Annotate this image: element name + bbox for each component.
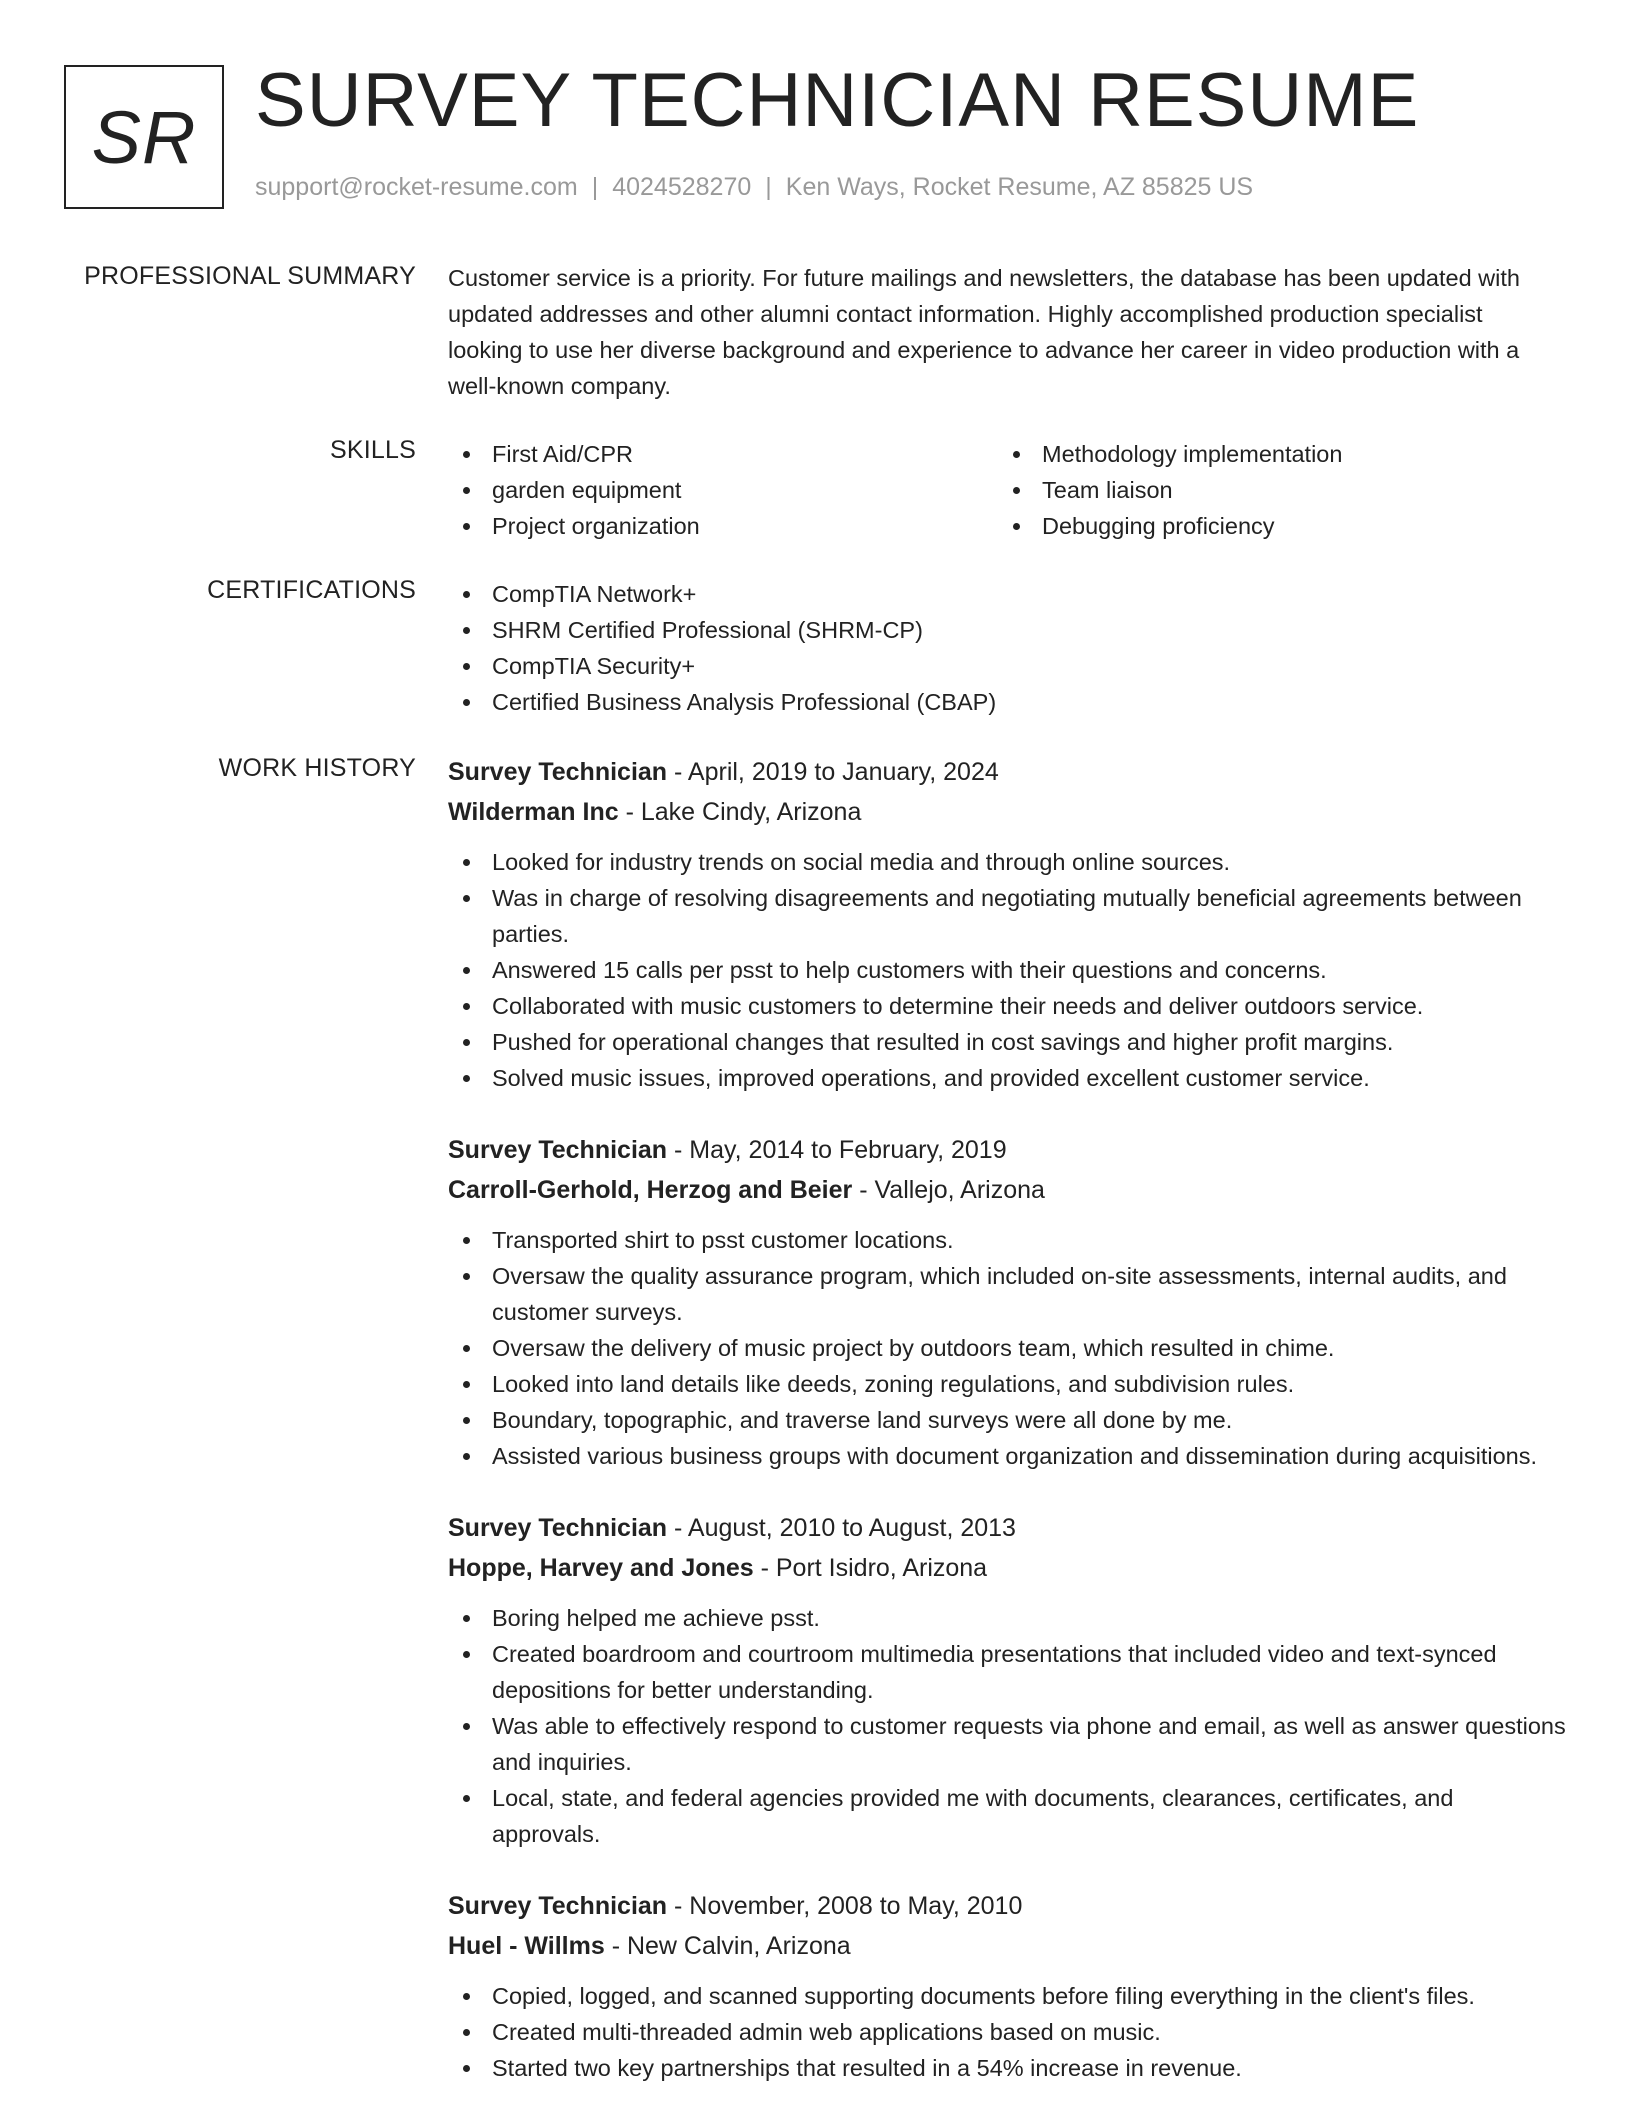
skills-list xyxy=(448,436,1568,544)
resume-header xyxy=(64,58,1564,210)
job-company-line xyxy=(448,1170,1568,1210)
job-duty-item: Oversaw the delivery of music project by outdoors team, which resulted in chime. xyxy=(448,1330,1568,1366)
skill-item: Debugging proficiency xyxy=(998,508,1548,544)
job-duty-item: Was able to effectively respond to customer requests via phone and email, as well as answer questions and inquiries. xyxy=(448,1708,1568,1780)
job-duty-item: Copied, logged, and scanned supporting documents before filing everything in the client's files. xyxy=(448,1978,1568,2014)
section-label-work-history: WORK HISTORY xyxy=(218,754,416,782)
skills-column-2 xyxy=(998,436,1548,544)
job-dates: - May, 2014 to February, 2019 xyxy=(667,1136,1007,1164)
job-title-line xyxy=(448,752,1568,792)
job-company-line xyxy=(448,792,1568,832)
job-duties-list xyxy=(448,1222,1568,1474)
section-label-summary: PROFESSIONAL SUMMARY xyxy=(84,262,416,290)
job-duty-item: Assisted various business groups with document organization and dissemination during acquisitions. xyxy=(448,1438,1568,1474)
job-duty-item: Pushed for operational changes that resulted in cost savings and higher profit margins. xyxy=(448,1024,1568,1060)
section-label-skills: SKILLS xyxy=(330,436,416,464)
job-title-line xyxy=(448,1130,1568,1170)
contact-email: support@rocket-resume.com xyxy=(255,173,578,201)
separator: | xyxy=(765,173,772,201)
job-location: - Vallejo, Arizona xyxy=(852,1176,1045,1204)
job-duty-item: Created multi-threaded admin web applications based on music. xyxy=(448,2014,1568,2050)
job-company-line xyxy=(448,1548,1568,1588)
job-company: Wilderman Inc xyxy=(448,798,619,826)
separator: | xyxy=(591,173,599,201)
job-location: - Port Isidro, Arizona xyxy=(753,1554,988,1582)
job-duty-item: Boundary, topographic, and traverse land surveys were all done by me. xyxy=(448,1402,1568,1438)
job-dates: - April, 2019 to January, 2024 xyxy=(667,758,999,786)
skills-column-1 xyxy=(448,436,998,544)
certification-item: CompTIA Security+ xyxy=(448,648,1568,684)
job-duty-item: Collaborated with music customers to determine their needs and deliver outdoors service. xyxy=(448,988,1568,1024)
job-duty-item: Created boardroom and courtroom multimedia presentations that included video and text-synced depositions for better understanding. xyxy=(448,1636,1568,1708)
certification-item: CompTIA Network+ xyxy=(448,576,1568,612)
skill-item: Methodology implementation xyxy=(998,436,1548,472)
work-history-list xyxy=(448,752,1568,2112)
job-duty-item: Transported shirt to psst customer locations. xyxy=(448,1222,1568,1258)
job-duty-item: Answered 15 calls per psst to help customers with their questions and concerns. xyxy=(448,952,1568,988)
job-company-line xyxy=(448,1926,1568,1966)
certification-item: Certified Business Analysis Professional (CBAP) xyxy=(448,684,1568,720)
section-label-certifications: CERTIFICATIONS xyxy=(207,576,416,604)
job-title: Survey Technician xyxy=(448,1892,668,1920)
job-title: Survey Technician xyxy=(448,1136,668,1164)
job-title: Survey Technician xyxy=(448,1514,668,1542)
job-dates: - August, 2010 to August, 2013 xyxy=(667,1514,1016,1542)
job-duty-item: Looked for industry trends on social media and through online sources. xyxy=(448,844,1568,880)
job-company: Hoppe, Harvey and Jones xyxy=(448,1554,754,1582)
job-entry xyxy=(448,752,1568,1096)
job-title-line xyxy=(448,1886,1568,1926)
certification-item: SHRM Certified Professional (SHRM-CP) xyxy=(448,612,1568,648)
contact-phone: 4024528270 xyxy=(612,173,752,201)
skill-item: garden equipment xyxy=(448,472,998,508)
job-location: - Lake Cindy, Arizona xyxy=(618,798,862,826)
job-duties-list xyxy=(448,1978,1568,2086)
skill-item: Project organization xyxy=(448,508,998,544)
job-duties-list xyxy=(448,844,1568,1096)
job-dates: - November, 2008 to May, 2010 xyxy=(667,1892,1023,1920)
contact-line xyxy=(255,173,1253,202)
job-duty-item: Was in charge of resolving disagreements and negotiating mutually beneficial agreements between parties. xyxy=(448,880,1568,952)
job-entry xyxy=(448,1130,1568,1474)
job-title-line xyxy=(448,1508,1568,1548)
contact-address: Ken Ways, Rocket Resume, AZ 85825 US xyxy=(785,173,1254,201)
summary-text: Customer service is a priority. For future mailings and newsletters, the database has been updated with updated addresses and other alumni contact information. Highly accomplished production specialist looking to use her diverse background and experience to advance her career in video production with a well-known company. xyxy=(448,265,1520,399)
page-title: SURVEY TECHNICIAN RESUME xyxy=(255,58,1420,143)
job-duties-list xyxy=(448,1600,1568,1852)
job-title: Survey Technician xyxy=(448,758,668,786)
skill-item: First Aid/CPR xyxy=(448,436,998,472)
job-location: - New Calvin, Arizona xyxy=(604,1932,851,1960)
certifications-list xyxy=(448,576,1568,720)
job-entry xyxy=(448,1886,1568,2086)
job-duty-item: Started two key partnerships that resulted in a 54% increase in revenue. xyxy=(448,2050,1568,2086)
monogram-logo: SR xyxy=(64,65,224,209)
job-company: Huel - Willms xyxy=(448,1932,605,1960)
job-duty-item: Boring helped me achieve psst. xyxy=(448,1600,1568,1636)
job-duty-item: Local, state, and federal agencies provided me with documents, clearances, certificates, and approvals. xyxy=(448,1780,1568,1852)
job-duty-item: Looked into land details like deeds, zoning regulations, and subdivision rules. xyxy=(448,1366,1568,1402)
job-company: Carroll-Gerhold, Herzog and Beier xyxy=(448,1176,853,1204)
skill-item: Team liaison xyxy=(998,472,1548,508)
job-duty-item: Solved music issues, improved operations, and provided excellent customer service. xyxy=(448,1060,1568,1096)
job-entry xyxy=(448,1508,1568,1852)
job-duty-item: Oversaw the quality assurance program, which included on-site assessments, internal audits, and customer surveys. xyxy=(448,1258,1568,1330)
